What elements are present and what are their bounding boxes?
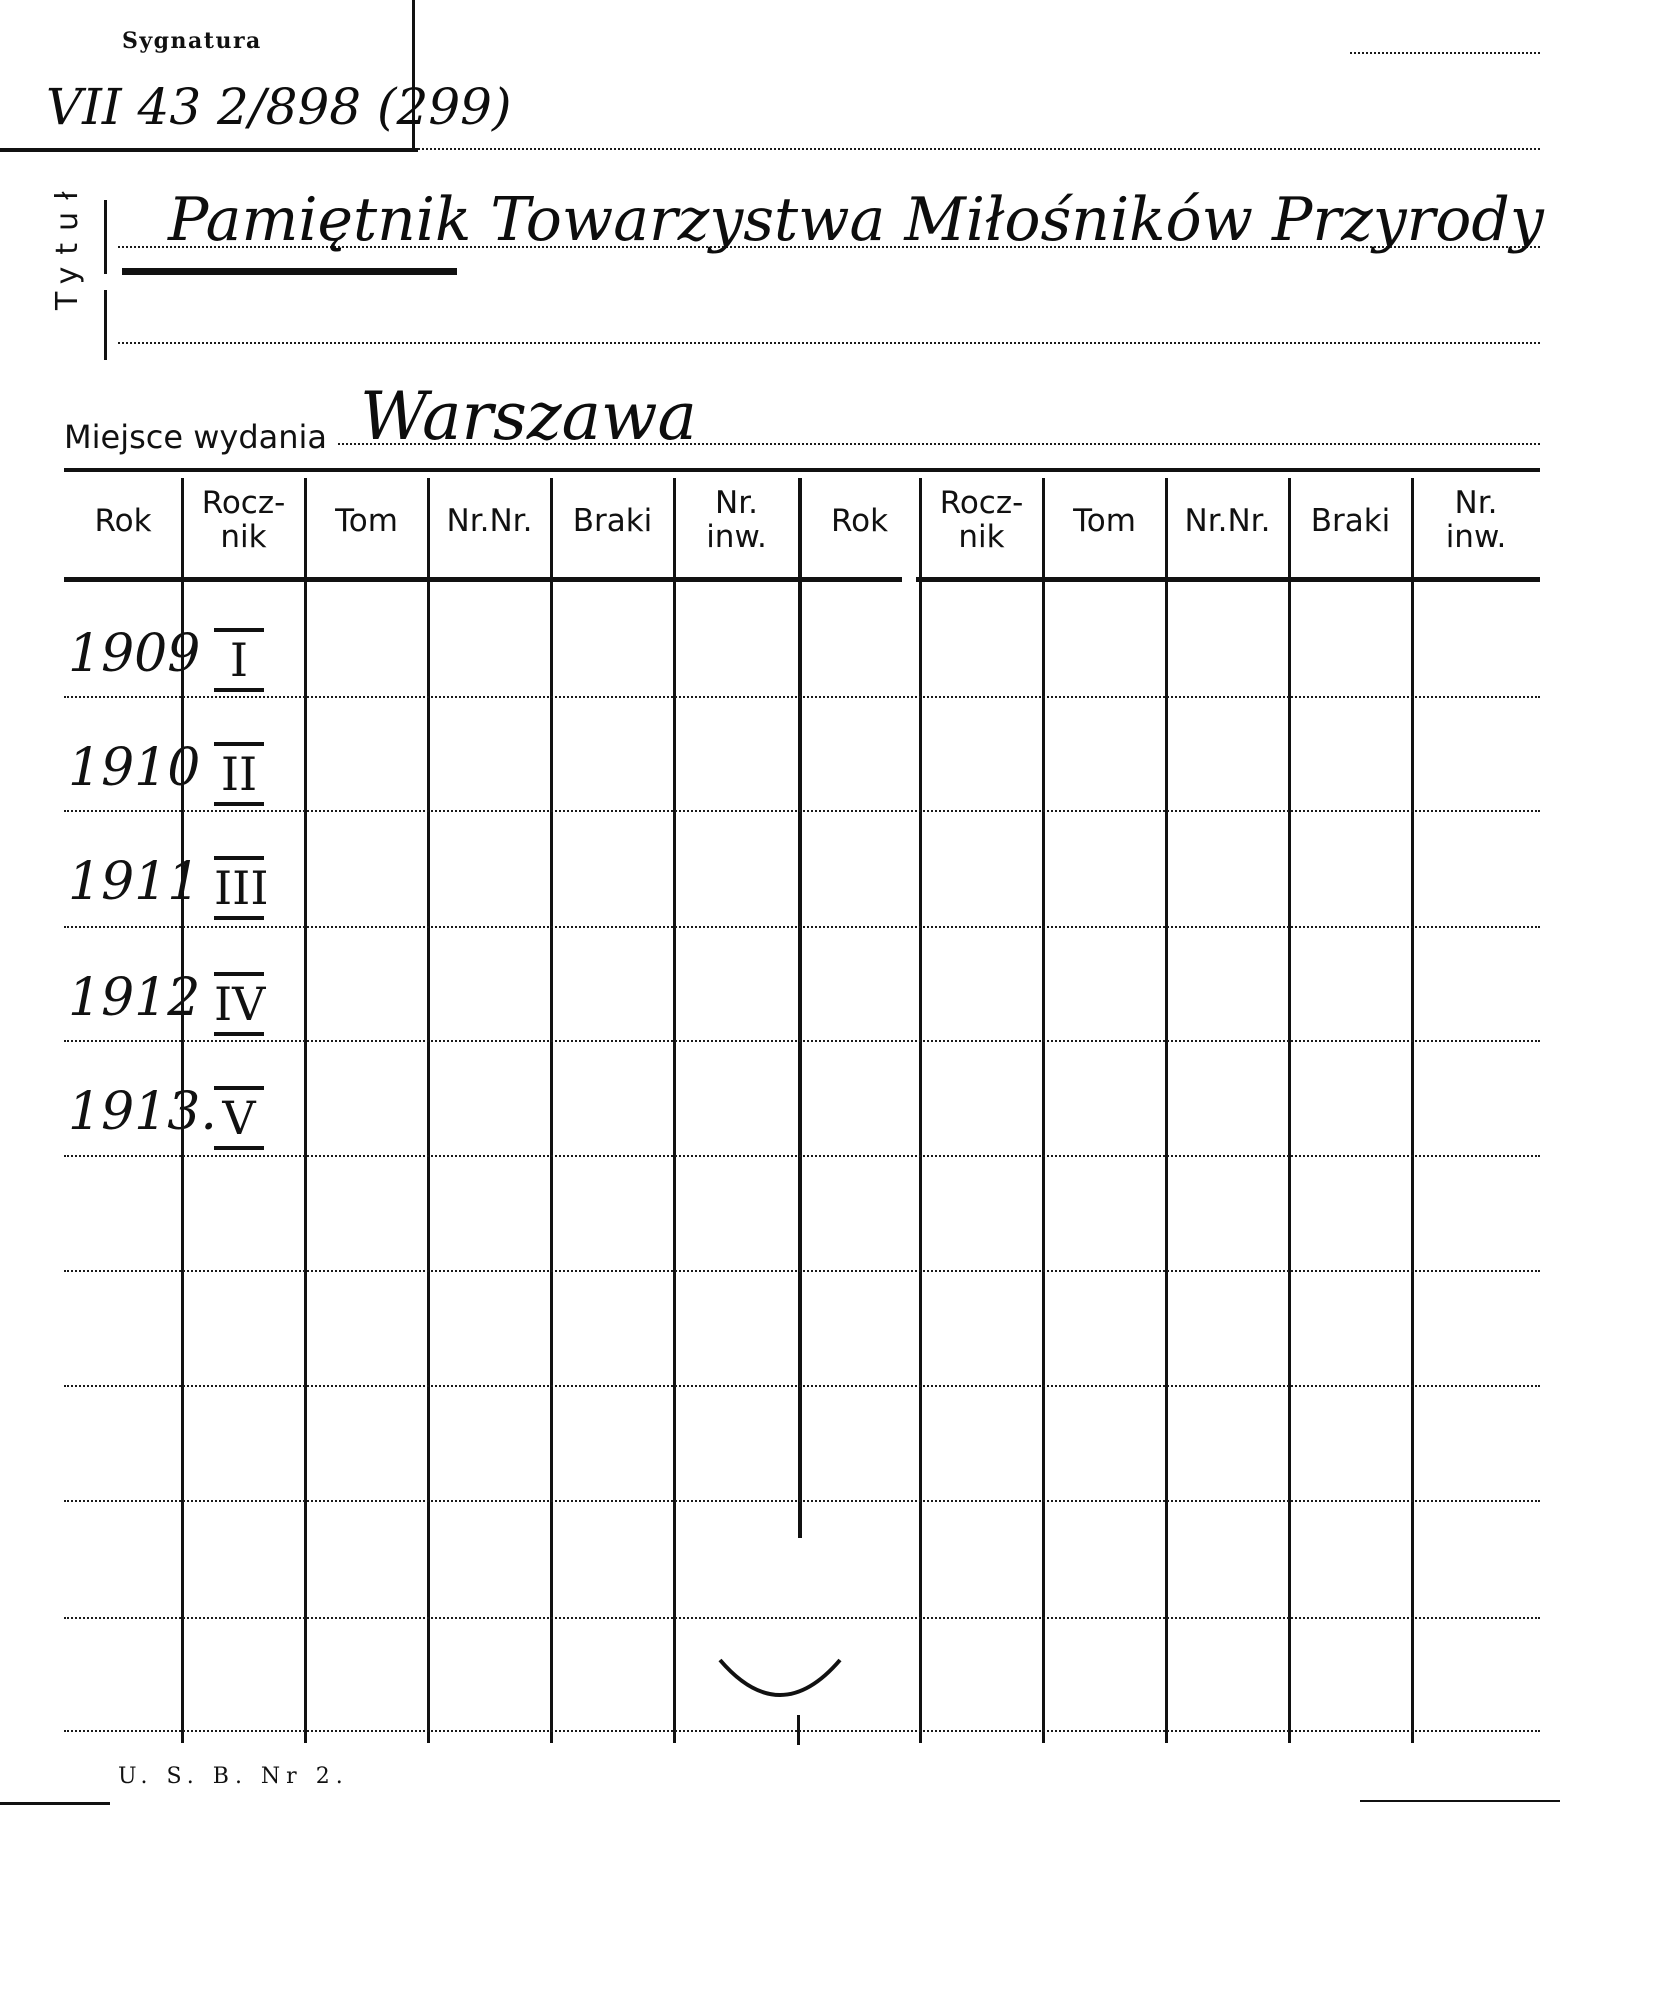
- title-bracket-top: [104, 200, 107, 274]
- title-dotted-line-2: [118, 342, 1540, 344]
- row-rok: 1910: [68, 738, 201, 798]
- row-rocznik: I: [214, 628, 264, 692]
- column-divider: [1411, 478, 1414, 1743]
- column-divider: [550, 478, 553, 1743]
- row-divider: [64, 1500, 1540, 1502]
- row-divider: [64, 1617, 1540, 1619]
- signature-box-bottom-border: [0, 148, 418, 152]
- footer-left-rule: [0, 1802, 110, 1805]
- row-divider: [64, 1040, 1540, 1042]
- footer-stamp: U. S. B. Nr 2.: [118, 1764, 349, 1789]
- top-right-dotted-line: [1350, 52, 1540, 54]
- column-header: Nr. inw.: [1445, 485, 1507, 555]
- column-divider: [1288, 478, 1291, 1743]
- row-rocznik: IV: [214, 972, 264, 1036]
- column-header: Braki: [572, 503, 653, 539]
- column-divider: [673, 478, 676, 1743]
- column-divider: [1165, 478, 1168, 1743]
- row-divider: [64, 810, 1540, 812]
- footer-right-rule: [1360, 1800, 1560, 1802]
- signature-value: VII 43 2/898 (299): [46, 78, 512, 136]
- column-header: Nr.Nr.: [446, 503, 533, 539]
- row-rocznik: III: [214, 856, 264, 920]
- row-divider: [64, 1385, 1540, 1387]
- title-value: Pamiętnik Towarzystwa Miłośników Przyrody: [168, 185, 1544, 255]
- row-divider: [64, 1155, 1540, 1157]
- row-rok: 1912: [68, 968, 201, 1028]
- row-rok: 1911: [68, 852, 201, 912]
- row-divider: [64, 696, 1540, 698]
- column-header: Rocz- nik: [201, 485, 286, 555]
- column-divider: [798, 478, 802, 1538]
- signature-label: Sygnatura: [122, 28, 262, 54]
- column-header: Tom: [1073, 503, 1136, 539]
- center-curve-mark: [710, 1640, 850, 1720]
- row-divider: [64, 1270, 1540, 1272]
- column-divider: [304, 478, 307, 1743]
- signature-dotted-line: [418, 148, 1540, 150]
- table-header-bottom-left: [64, 577, 902, 582]
- table-top-border: [64, 468, 1540, 472]
- row-rok: 1909: [68, 624, 201, 684]
- title-underline-accent: [122, 268, 457, 275]
- row-rocznik: V: [214, 1086, 264, 1150]
- row-divider: [64, 1730, 1540, 1732]
- column-header: Nr.Nr.: [1184, 503, 1271, 539]
- title-label: Tytuł: [50, 179, 85, 310]
- row-divider: [64, 926, 1540, 928]
- row-rocznik: II: [214, 742, 264, 806]
- column-header: Tom: [335, 503, 398, 539]
- title-bracket-bottom: [104, 290, 107, 360]
- column-divider: [919, 478, 922, 1743]
- row-rok: 1913.: [68, 1082, 217, 1142]
- column-header: Rok: [94, 503, 152, 539]
- place-value: Warszawa: [360, 378, 697, 455]
- column-header: Nr. inw.: [706, 485, 767, 555]
- place-label: Miejsce wydania: [64, 418, 328, 456]
- table-header-bottom-right: [916, 577, 1540, 582]
- column-header: Rocz- nik: [939, 485, 1024, 555]
- column-header: Rok: [830, 503, 889, 539]
- column-divider: [1042, 478, 1045, 1743]
- column-divider: [427, 478, 430, 1743]
- column-header: Braki: [1310, 503, 1391, 539]
